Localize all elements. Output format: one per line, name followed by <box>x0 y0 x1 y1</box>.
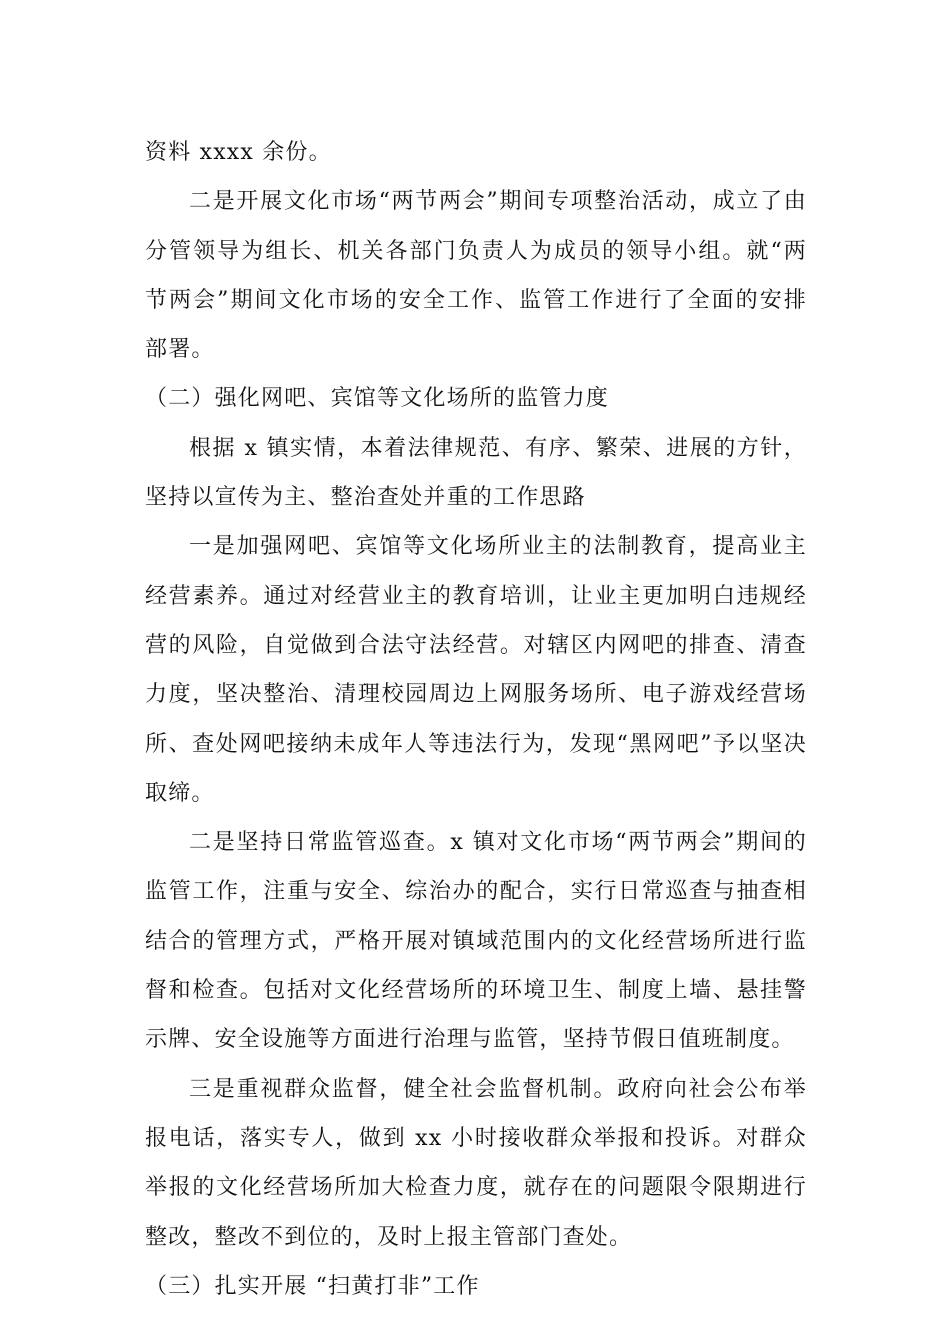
paragraph: 二是开展文化市场“两节两会”期间专项整治活动，成立了由分管领导为组长、机关各部门负责人为成员的领导小组。就“两节两会”期间文化市场的安全工作、监管工作进行了全面的安排部署。 <box>145 189 807 363</box>
section-heading: （三）扎实开展 “扫黄打非”工作 <box>145 1273 480 1299</box>
paragraph: 一是加强网吧、宾馆等文化场所业主的法制教育，提高业主经营素养。通过对经营业主的教育培训，让业主更加明白违规经营的风险，自觉做到合法守法经营。对辖区内网吧的排查、清查力度，坚决整治、清理校园周边上网服务场所、电子游戏经营场所、查处网吧接纳未成年人等违法行为，发现“黑网吧”予以坚决取缔。 <box>145 534 807 806</box>
section-heading: （二）强化网吧、宾馆等文化场所的监管力度 <box>145 386 610 412</box>
paragraph: 三是重视群众监督，健全社会监督机制。政府向社会公布举报电话，落实专人，做到 xx 小时接收群众举报和投诉。对群众举报的文化经营场所加大检查力度，就存在的问题限令限期进行整改，整改不到位的，及时上报主管部门查处。 <box>145 1076 807 1250</box>
paragraph-continued: 资料 xxxx 余份。 <box>145 140 332 165</box>
document-body <box>145 128 807 1311</box>
paragraph: 根据 x 镇实情，本着法律规范、有序、繁荣、进展的方针，坚持以宣传为主、整治查处并重的工作思路 <box>145 435 807 511</box>
paragraph: 二是坚持日常监管巡查。x 镇对文化市场“两节两会”期间的监管工作，注重与安全、综治办的配合，实行日常巡查与抽查相结合的管理方式，严格开展对镇域范围内的文化经营场所进行监督和检查。包括对文化经营场所的环境卫生、制度上墙、悬挂警示牌、安全设施等方面进行治理与监管，坚持节假日值班制度。 <box>145 830 807 1053</box>
